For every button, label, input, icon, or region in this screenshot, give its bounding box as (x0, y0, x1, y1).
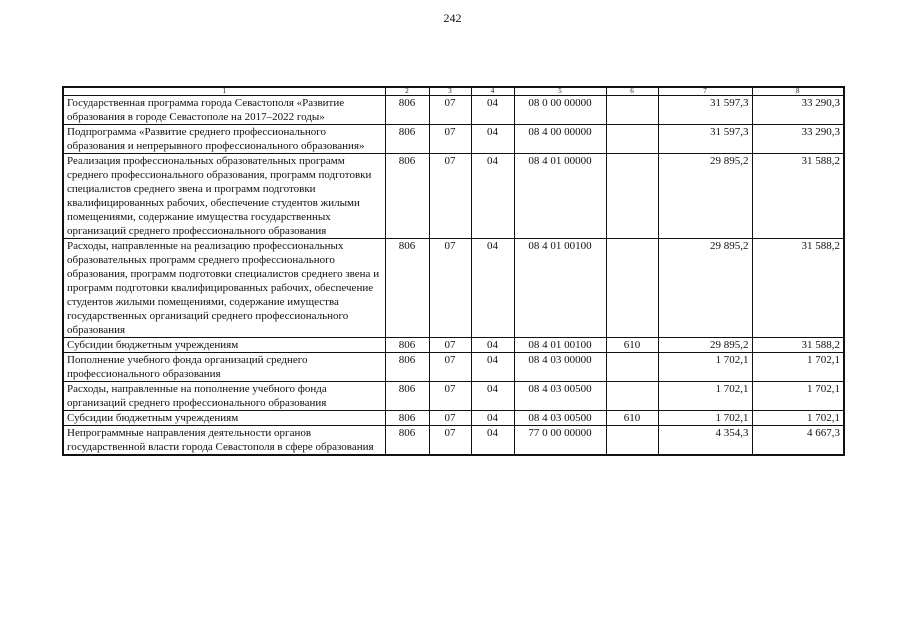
row-col-3: 07 (429, 353, 471, 382)
table-row (63, 411, 844, 426)
row-col-6 (606, 426, 658, 456)
row-col-7: 29 895,2 (658, 239, 752, 338)
header-cell-1: 1 (63, 87, 385, 96)
row-col-4: 04 (471, 125, 514, 154)
row-col-6: 610 (606, 338, 658, 353)
header-cell-2: 2 (385, 87, 429, 96)
row-col-4: 04 (471, 154, 514, 239)
header-cell-7: 7 (658, 87, 752, 96)
row-col-3: 07 (429, 411, 471, 426)
row-name: Подпрограмма «Развитие среднего профессионального образования и непрерывного профессионального образования» (63, 125, 385, 154)
row-col-3: 07 (429, 382, 471, 411)
header-cell-5: 5 (514, 87, 606, 96)
row-col-8: 33 290,3 (752, 125, 844, 154)
budget-table (62, 86, 845, 456)
header-cell-6: 6 (606, 87, 658, 96)
row-col-8: 1 702,1 (752, 411, 844, 426)
row-col-7: 31 597,3 (658, 125, 752, 154)
row-name: Субсидии бюджетным учреждениям (63, 411, 385, 426)
row-col-5: 08 4 03 00500 (514, 411, 606, 426)
row-col-4: 04 (471, 411, 514, 426)
row-col-2: 806 (385, 239, 429, 338)
table-row (63, 382, 844, 411)
table-row (63, 239, 844, 338)
row-col-4: 04 (471, 239, 514, 338)
row-col-2: 806 (385, 96, 429, 125)
table-row (63, 338, 844, 353)
row-col-5: 08 4 01 00100 (514, 338, 606, 353)
row-col-4: 04 (471, 353, 514, 382)
row-col-5: 08 4 01 00000 (514, 154, 606, 239)
row-col-6 (606, 96, 658, 125)
row-name: Расходы, направленные на пополнение учебного фонда организаций среднего профессионального образования (63, 382, 385, 411)
row-name: Пополнение учебного фонда организаций среднего профессионального образования (63, 353, 385, 382)
row-col-3: 07 (429, 154, 471, 239)
row-col-4: 04 (471, 96, 514, 125)
row-name: Государственная программа города Севастополя «Развитие образования в городе Севастополе на 2017–2022 годы» (63, 96, 385, 125)
header-cell-4: 4 (471, 87, 514, 96)
row-col-7: 31 597,3 (658, 96, 752, 125)
header-cell-3: 3 (429, 87, 471, 96)
header-cell-8: 8 (752, 87, 844, 96)
table-row (63, 353, 844, 382)
table-row (63, 426, 844, 456)
row-col-8: 33 290,3 (752, 96, 844, 125)
row-col-2: 806 (385, 154, 429, 239)
row-col-6 (606, 382, 658, 411)
row-name: Субсидии бюджетным учреждениям (63, 338, 385, 353)
row-name: Реализация профессиональных образовательных программ среднего профессионального образования, программ подготовки специалистов среднего звена и программ подготовки квалифицированных рабочих, обеспечение студентов жилыми помещениями, содержание имущества государственных организаций среднего профессионального образования (63, 154, 385, 239)
header-row (63, 87, 844, 96)
row-col-6 (606, 154, 658, 239)
row-col-8: 31 588,2 (752, 239, 844, 338)
row-col-4: 04 (471, 382, 514, 411)
row-col-3: 07 (429, 338, 471, 353)
table-row (63, 154, 844, 239)
row-col-7: 29 895,2 (658, 154, 752, 239)
row-col-7: 1 702,1 (658, 353, 752, 382)
row-col-2: 806 (385, 338, 429, 353)
row-name: Непрограммные направления деятельности органов государственной власти города Севастополя в сфере образования (63, 426, 385, 456)
row-col-5: 08 4 00 00000 (514, 125, 606, 154)
row-col-7: 1 702,1 (658, 382, 752, 411)
table-row (63, 96, 844, 125)
row-col-8: 31 588,2 (752, 338, 844, 353)
row-col-3: 07 (429, 125, 471, 154)
row-col-5: 08 4 01 00100 (514, 239, 606, 338)
row-col-6 (606, 125, 658, 154)
row-col-7: 1 702,1 (658, 411, 752, 426)
row-col-2: 806 (385, 125, 429, 154)
row-col-6 (606, 353, 658, 382)
row-col-2: 806 (385, 411, 429, 426)
row-col-6: 610 (606, 411, 658, 426)
row-col-8: 1 702,1 (752, 382, 844, 411)
row-col-8: 1 702,1 (752, 353, 844, 382)
row-col-5: 77 0 00 00000 (514, 426, 606, 456)
row-col-3: 07 (429, 96, 471, 125)
row-col-3: 07 (429, 426, 471, 456)
table-row (63, 125, 844, 154)
row-name: Расходы, направленные на реализацию профессиональных образовательных программ среднего профессионального образования, программ подготовки специалистов среднего звена и программ подготовки квалифицированных рабочих, обеспечение студентов жилыми помещениями, содержание имущества государственных организаций среднего профессионального образования (63, 239, 385, 338)
row-col-4: 04 (471, 426, 514, 456)
row-col-8: 31 588,2 (752, 154, 844, 239)
row-col-2: 806 (385, 382, 429, 411)
row-col-5: 08 4 03 00500 (514, 382, 606, 411)
row-col-6 (606, 239, 658, 338)
row-col-5: 08 4 03 00000 (514, 353, 606, 382)
row-col-2: 806 (385, 353, 429, 382)
row-col-3: 07 (429, 239, 471, 338)
row-col-4: 04 (471, 338, 514, 353)
row-col-7: 29 895,2 (658, 338, 752, 353)
row-col-2: 806 (385, 426, 429, 456)
row-col-7: 4 354,3 (658, 426, 752, 456)
row-col-8: 4 667,3 (752, 426, 844, 456)
row-col-5: 08 0 00 00000 (514, 96, 606, 125)
page-number: 242 (443, 11, 462, 25)
